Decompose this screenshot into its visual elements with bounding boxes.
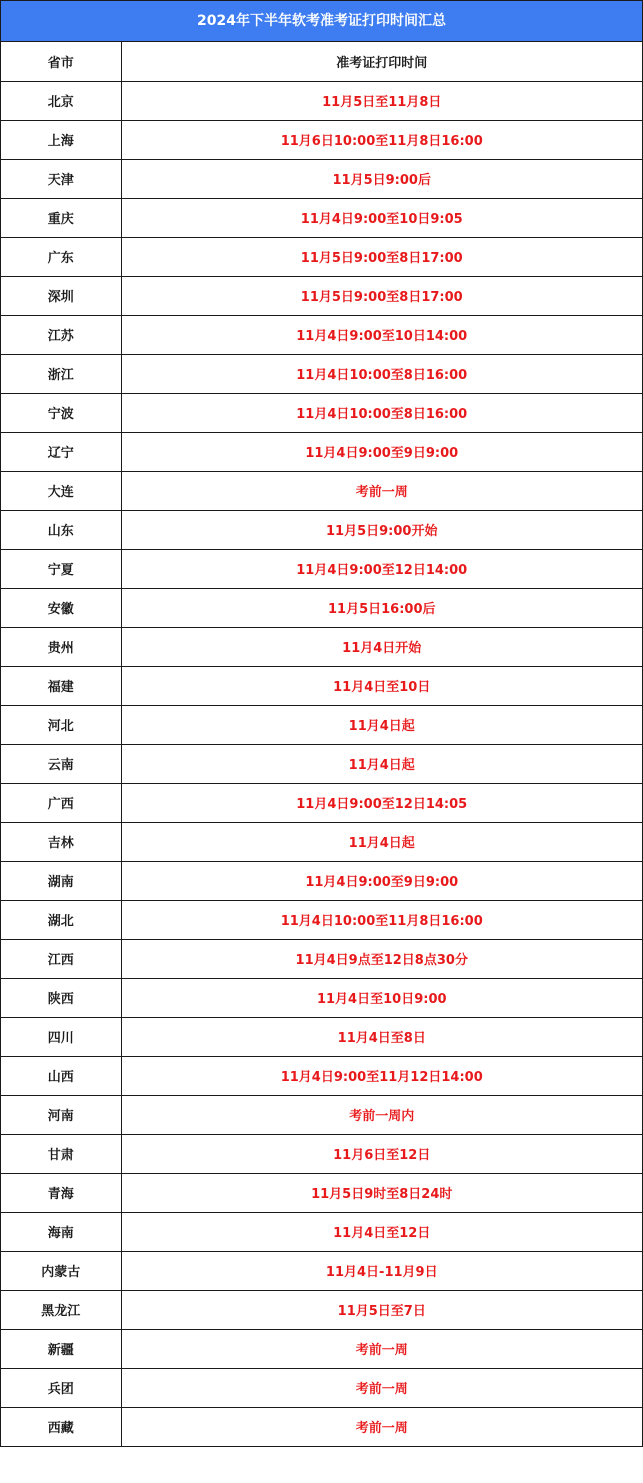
province-cell: 辽宁	[1, 432, 121, 471]
print-time-cell: 11月4日至12日	[121, 1212, 642, 1251]
province-cell: 海南	[1, 1212, 121, 1251]
province-cell: 福建	[1, 666, 121, 705]
print-time-cell: 11月5日16:00后	[121, 588, 642, 627]
province-cell: 兵团	[1, 1368, 121, 1407]
time-column-header: 准考证打印时间	[121, 42, 642, 81]
print-time-cell: 11月5日至11月8日	[121, 81, 642, 120]
print-time-cell: 11月4日10:00至8日16:00	[121, 354, 642, 393]
province-cell: 内蒙古	[1, 1251, 121, 1290]
table-row	[1, 1134, 642, 1173]
table-row	[1, 978, 642, 1017]
print-time-cell: 11月4日9:00至12日14:00	[121, 549, 642, 588]
province-cell: 宁波	[1, 393, 121, 432]
print-time-cell: 考前一周内	[121, 1095, 642, 1134]
table-row	[1, 549, 642, 588]
table-row	[1, 1290, 642, 1329]
province-cell: 湖北	[1, 900, 121, 939]
table-row	[1, 900, 642, 939]
table-row	[1, 354, 642, 393]
table-row	[1, 81, 642, 120]
table-row	[1, 393, 642, 432]
print-time-cell: 11月4日至8日	[121, 1017, 642, 1056]
print-time-cell: 考前一周	[355, 1421, 408, 1437]
table-row	[1, 1017, 642, 1056]
table-row	[1, 1329, 642, 1368]
table-row	[1, 471, 642, 510]
province-cell: 河南	[1, 1095, 121, 1134]
print-time-cell: 考前一周	[121, 1329, 642, 1368]
table-row	[1, 783, 642, 822]
province-cell: 天津	[1, 159, 121, 198]
print-time-cell: 11月4日起	[121, 744, 642, 783]
table-row	[1, 822, 642, 861]
province-cell: 山西	[1, 1056, 121, 1095]
print-time-cell: 考前一周	[121, 1368, 642, 1407]
province-cell: 广西	[1, 783, 121, 822]
print-time-cell: 11月5日9时至8日24时	[121, 1173, 642, 1212]
print-time-cell: 11月4日9:00至9日9:00	[121, 861, 642, 900]
province-cell: 浙江	[1, 354, 121, 393]
table-title: 2024年下半年软考准考证打印时间汇总	[1, 1, 642, 42]
province-cell: 陕西	[1, 978, 121, 1017]
province-cell: 吉林	[1, 822, 121, 861]
print-time-cell: 11月6日10:00至11月8日16:00	[121, 120, 642, 159]
table-row	[1, 198, 642, 237]
province-cell: 黑龙江	[1, 1290, 121, 1329]
province-cell: 宁夏	[1, 549, 121, 588]
print-time-cell: 11月4日至10日9:00	[121, 978, 642, 1017]
province-cell: 青海	[1, 1173, 121, 1212]
print-time-cell: 11月4日-11月9日	[121, 1251, 642, 1290]
table-row	[1, 510, 642, 549]
province-cell: 贵州	[1, 627, 121, 666]
table-row	[1, 744, 642, 783]
print-time-cell: 11月5日9:00至8日17:00	[121, 276, 642, 315]
table-row	[1, 1368, 642, 1407]
table-row	[1, 1095, 642, 1134]
province-cell: 云南	[1, 744, 121, 783]
table-row	[1, 432, 642, 471]
table-row	[1, 666, 642, 705]
print-time-cell: 11月4日9点至12日8点30分	[121, 939, 642, 978]
print-time-cell: 11月4日9:00至10日9:05	[121, 198, 642, 237]
table-row	[1, 237, 642, 276]
table-row	[1, 1173, 642, 1212]
table-row	[1, 861, 642, 900]
table-row	[1, 1212, 642, 1251]
header-row	[1, 42, 642, 81]
province-cell: 广东	[1, 237, 121, 276]
table-row	[1, 705, 642, 744]
province-cell: 四川	[1, 1017, 121, 1056]
print-time-cell: 11月4日9:00至11月12日14:00	[121, 1056, 642, 1095]
print-time-cell: 11月4日9:00至9日9:00	[121, 432, 642, 471]
print-time-cell: 11月5日9:00后	[121, 159, 642, 198]
province-cell: 新疆	[1, 1329, 121, 1368]
province-cell: 河北	[1, 705, 121, 744]
table-row	[1, 1056, 642, 1095]
table-row	[1, 939, 642, 978]
print-time-cell: 11月4日10:00至11月8日16:00	[121, 900, 642, 939]
print-time-cell: 11月4日起	[121, 822, 642, 861]
province-cell: 北京	[1, 81, 121, 120]
province-cell: 西藏	[1, 1407, 121, 1446]
province-cell: 深圳	[1, 276, 121, 315]
table-row	[1, 588, 642, 627]
province-cell: 上海	[1, 120, 121, 159]
province-cell: 湖南	[1, 861, 121, 900]
schedule-rows	[1, 81, 642, 1446]
print-time-cell: 11月5日9:00至8日17:00	[121, 237, 642, 276]
province-cell: 山东	[1, 510, 121, 549]
table-row	[1, 1407, 642, 1446]
print-time-cell: 11月4日起	[121, 705, 642, 744]
print-time-cell: 考前一周	[121, 471, 642, 510]
print-time-cell: 11月4日9:00至12日14:05	[121, 783, 642, 822]
print-time-cell: 11月4日至10日	[121, 666, 642, 705]
print-time-cell: 11月5日9:00开始	[121, 510, 642, 549]
table-row	[1, 276, 642, 315]
province-cell: 大连	[1, 471, 121, 510]
print-time-cell: 11月4日开始	[121, 627, 642, 666]
province-cell: 安徽	[1, 588, 121, 627]
schedule-table	[1, 42, 642, 1446]
print-time-cell: 11月5日至7日	[121, 1290, 642, 1329]
print-time-cell: 11月4日10:00至8日16:00	[121, 393, 642, 432]
table-row	[1, 627, 642, 666]
table-row	[1, 159, 642, 198]
print-time-cell: 11月6日至12日	[121, 1134, 642, 1173]
province-cell: 江西	[1, 939, 121, 978]
print-time-cell: 11月4日9:00至10日14:00	[121, 315, 642, 354]
table-row	[1, 315, 642, 354]
province-cell: 江苏	[1, 315, 121, 354]
table-row	[1, 1251, 642, 1290]
province-cell: 重庆	[1, 198, 121, 237]
province-cell: 甘肃	[1, 1134, 121, 1173]
table-row	[1, 120, 642, 159]
province-column-header: 省市	[1, 42, 121, 81]
